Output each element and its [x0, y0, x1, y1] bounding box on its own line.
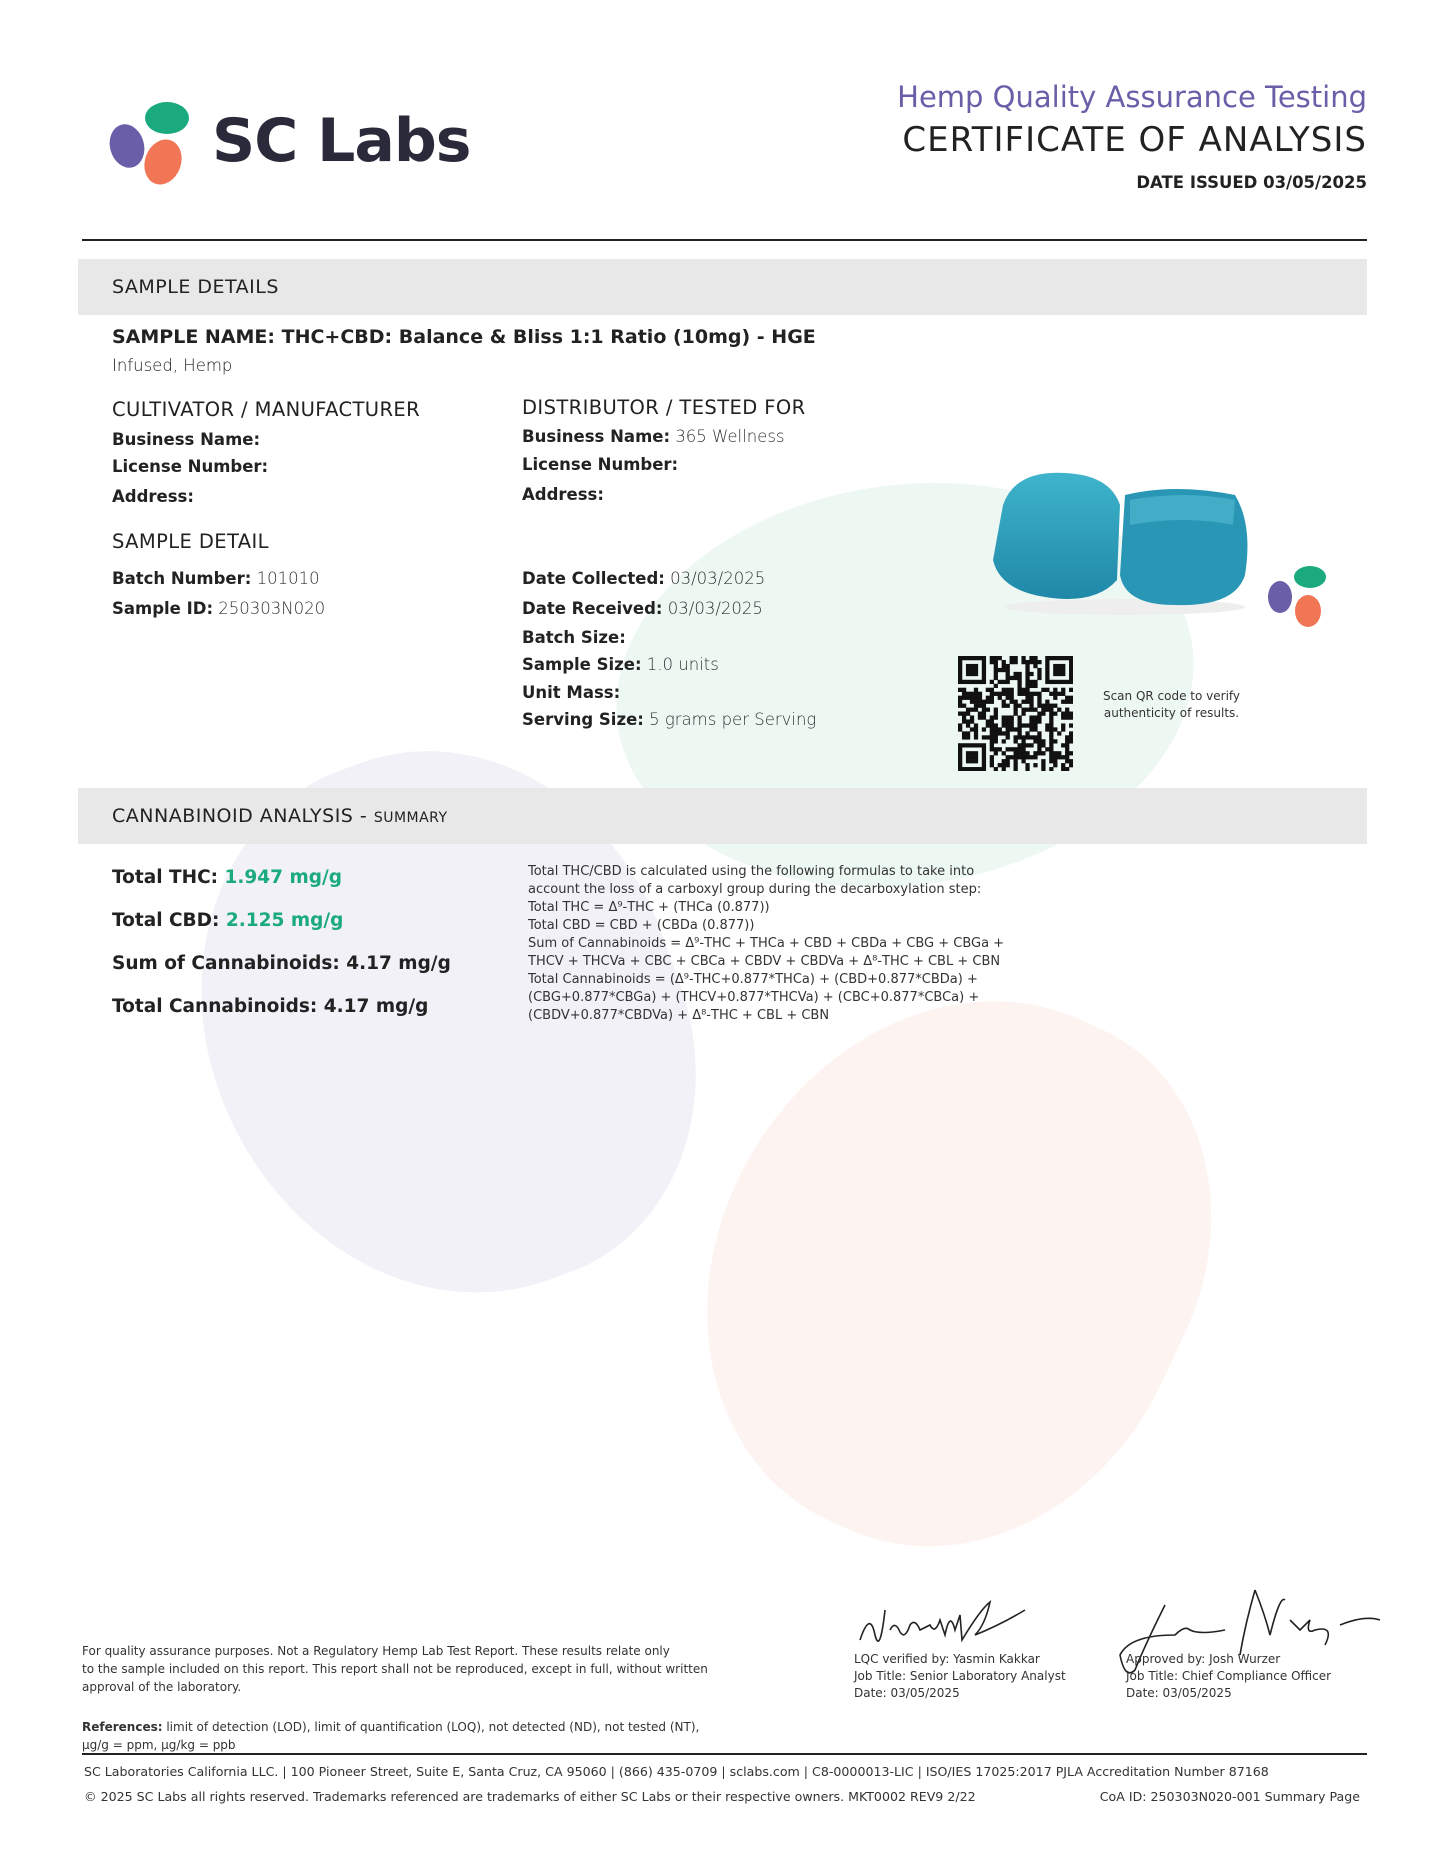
- date-issued: DATE ISSUED 03/05/2025: [1136, 173, 1367, 192]
- footer-divider: [82, 1753, 1367, 1755]
- cultivator-business: Business Name:: [112, 430, 261, 449]
- distributor-business: Business Name: 365 Wellness: [522, 427, 785, 446]
- date-received: Date Received: 03/03/2025: [522, 599, 763, 618]
- product-image: [985, 465, 1265, 620]
- unit-mass: Unit Mass:: [522, 683, 621, 702]
- date-collected: Date Collected: 03/03/2025: [522, 569, 766, 588]
- header-divider: [82, 239, 1367, 241]
- sample-name: SAMPLE NAME: THC+CBD: Balance & Bliss 1:1 Ratio (10mg) - HGE: [112, 326, 816, 348]
- sum-cannabinoids: Sum of Cannabinoids: 4.17 mg/g: [112, 953, 451, 974]
- distributor-heading: DISTRIBUTOR / TESTED FOR: [522, 396, 806, 419]
- sample-detail-heading: SAMPLE DETAIL: [112, 530, 269, 553]
- section-title: CANNABINOID ANALYSIS -: [112, 805, 374, 827]
- formula-notes: Total THC/CBD is calculated using the following formulas to take into account the loss of a carboxyl group during the decarboxylation step: Total THC = Δ⁹-THC + (THCa (0.877)) Total CBD = CBD + (CBDa (0.877)) Sum of Cannabinoids = Δ⁹-THC + THCa + CBD + CBDa + CBG + CBGa + THCV + THCVa + CBC + CBCa + CBDV + CBDVa + Δ⁸-THC + CBL + CBN Total Cannabinoids = (Δ⁹-THC+0.877*THCa) + (CBD+0.877*CBDa) + (CBG+0.877*CBGa) + (THCV+0.877*THCVa) + (CBC+0.877*CBCa) + (CBDV+0.877*CBDVa) + Δ⁸-THC + CBL + CBN: [528, 864, 1005, 1023]
- batch-size: Batch Size:: [522, 628, 626, 647]
- qr-code[interactable]: [958, 656, 1073, 771]
- cultivator-address: Address:: [112, 487, 194, 506]
- coa-id: CoA ID: 250303N020-001 Summary Page: [1099, 1789, 1360, 1804]
- signature-block-lqc: LQC verified by: Yasmin Kakkar Job Title: Senior Laboratory Analyst Date: 03/05/2025: [854, 1652, 1066, 1700]
- total-cannabinoids: Total Cannabinoids: 4.17 mg/g: [112, 996, 429, 1017]
- cannabinoid-band: [78, 788, 1367, 844]
- logo: [107, 100, 471, 190]
- batch-number: Batch Number: 101010: [112, 569, 320, 588]
- disclaimer: For quality assurance purposes. Not a Regulatory Hemp Lab Test Report. These results relate only to the sample included on this report. This report shall not be reproduced, except in full, without written approval of the laboratory.: [82, 1644, 708, 1694]
- logo-text: SC Labs: [212, 106, 471, 176]
- serving-size: Serving Size: 5 grams per Serving: [522, 710, 817, 729]
- references: References: limit of detection (LOD), limit of quantification (LOQ), not detected (ND), not tested (NT), µg/g = ppm, µg/kg = ppb: [82, 1720, 700, 1752]
- distributor-license: License Number:: [522, 455, 679, 474]
- sample-category: Infused, Hemp: [112, 356, 233, 375]
- section-title: SAMPLE DETAILS: [112, 276, 279, 298]
- sample-size: Sample Size: 1.0 units: [522, 655, 719, 674]
- qr-caption: Scan QR code to verify authenticity of results.: [1102, 689, 1241, 720]
- total-thc: Total THC: 1.947 mg/g: [112, 867, 342, 888]
- copyright: © 2025 SC Labs all rights reserved. Trademarks referenced are trademarks of either SC Labs or their respective owners. MKT0002 REV9 2/22: [84, 1789, 976, 1804]
- report-subtitle: Hemp Quality Assurance Testing: [897, 80, 1367, 114]
- signature-block-approver: Approved by: Josh Wurzer Job Title: Chief Compliance Officer Date: 03/05/2025: [1126, 1652, 1332, 1700]
- company-info: SC Laboratories California LLC. | 100 Pioneer Street, Suite E, Santa Cruz, CA 95060 | (866) 435-0709 | sclabs.com | C8-0000013-LIC | ISO/IES 17025:2017 PJLA Accreditation Number 87168: [84, 1764, 1269, 1779]
- total-cbd: Total CBD: 2.125 mg/g: [112, 910, 344, 931]
- logo-mark-icon: [107, 100, 197, 190]
- sample-details-band: [78, 259, 1367, 315]
- section-subtitle: SUMMARY: [373, 810, 448, 826]
- mini-logo-icon: [1266, 563, 1330, 629]
- report-title: CERTIFICATE OF ANALYSIS: [902, 120, 1367, 160]
- signature-yasmin: [850, 1590, 1040, 1660]
- cultivator-license: License Number:: [112, 457, 269, 476]
- distributor-address: Address:: [522, 485, 604, 504]
- cultivator-heading: CULTIVATOR / MANUFACTURER: [112, 398, 421, 421]
- sample-id: Sample ID: 250303N020: [112, 599, 326, 618]
